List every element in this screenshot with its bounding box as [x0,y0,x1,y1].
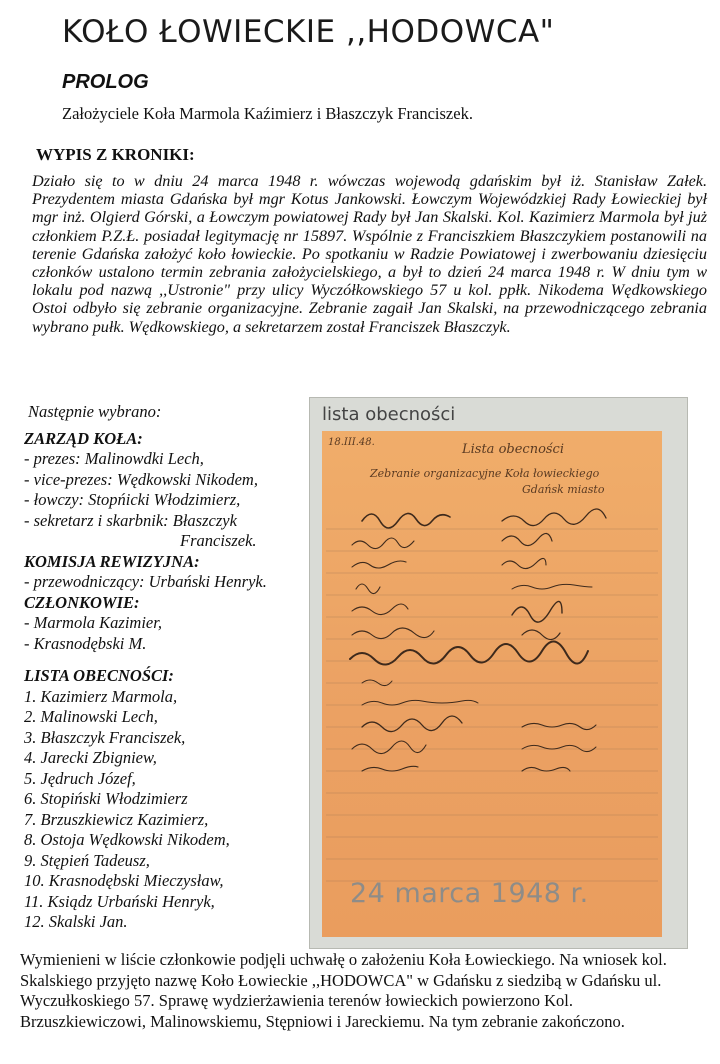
handwritten-city: Gdańsk miasto [522,483,605,496]
board-item: - vice-prezes: Wędkowski Nikodem, [24,469,258,489]
attendance-item: 4. Jarecki Zbigniew, [24,748,157,767]
board-heading: ZARZĄD KOŁA: [24,428,143,448]
prolog-heading: PROLOG [62,71,149,93]
attendance-item: 2. Malinowski Lech, [24,707,158,726]
attendance-item: 6. Stopiński Włodzimierz [24,789,188,808]
attendance-item: 5. Jędruch Józef, [24,768,136,788]
chronicle-text: Działo się to w dniu 24 marca 1948 r. wówczas wojewodą gdańskim był iż. Stanisław Załek. Prezydentem miasta Gdańska był mgr Kotus Jankowski. Łowczym Wojewódzkiej Rady Łowieckiej był mgr inż. Olgierd Górski, a Łowczym powiatowej Rady był Jan Skalski. Kol. Kazimierz Marmola był już członkiem P.Z.Ł. posiadał legitymację nr 15897. Wspólnie z Franciszkiem Błaszczykiem postanowili na terenie Gdańska założyć koło łowieckie. Po spotkaniu w Radzie Powiatowej i zwerbowaniu dziesięciu członków ustalono termin zebrania założycielskiego, a był to dzień 24 marca 1948 r. W dniu tym w lokalu pod nazwą ,,Ustronie" przy ulicy Wyczółkowskiego 57 u kol. ppłk. Nikodema Wędkowskiego Ostoi odbyło się zebranie organizacyjne. Zebranie zagaił Jan Skalski, na przewodniczącego zebrania wybrano pułk. Wędkowskiego, a sekretarzem został Franciszek Błaszczyk. [32,172,707,336]
members-heading: CZŁONKOWIE: [24,592,140,612]
attendance-heading: LISTA OBECNOŚCI: [24,666,174,685]
handwritten-document [322,431,662,937]
page-title: KOŁO ŁOWIECKIE ,,HODOWCA" [62,14,555,50]
attendance-item: 3. Błaszczyk Franciszek, [24,727,186,747]
photo-caption: lista obecności [322,404,456,425]
prolog-text: Założyciele Koła Marmola Kaźimierz i Błaszczyk Franciszek. [62,104,473,123]
attendance-photo [309,397,688,949]
member-item: - Marmola Kazimier, [24,613,162,632]
audit-list [24,572,314,593]
board-item: - sekretarz i skarbnik: Błaszczyk [24,510,237,530]
board-item-continuation: Franciszek. [180,531,257,550]
handwriting-drawing [322,431,662,937]
closing-paragraph: Wymienieni w liście członkowie podjęli uchwałę o założeniu Koła Łowieckiego. Na wniosek kol. Skalskiego przyjęto nazwę Koło Łowieckie ,,HODOWCA" w Gdańsku z siedzibą w Gdańsku ul. Wyczułkoskiego 57. Sprawę wydzierżawienia terenów łowieckich powierzono Kol. Brzuszkiewiczowi, Malinowskiemu, Stępniowi i Jareckiemu. Na tym zebranie zakończono. [20,950,667,1031]
attendance-item: 12. Skalski Jan. [24,912,128,931]
audit-heading: KOMISJA REWIZYJNA: [24,551,200,571]
handwritten-subtitle: Zebranie organizacyjne Koła łowieckiego [370,467,600,480]
audit-item: - przewodniczący: Urbański Henryk. [24,572,267,591]
attendance-item: 10. Krasnodębski Mieczysław, [24,871,224,890]
attendance-item: 9. Stępień Tadeusz, [24,850,150,870]
attendance-item: 1. Kazimierz Marmola, [24,686,178,706]
attendance-item: 11. Ksiądz Urbański Henryk, [24,891,215,911]
next-chosen-text: Następnie wybrano: [28,402,162,421]
attendance-item: 8. Ostoja Wędkowski Nikodem, [24,830,230,849]
members-list [24,613,314,654]
chronicle-heading: WYPIS Z KRONIKI: [36,145,195,164]
board-item: - łowczy: Stopńicki Włodzimierz, [24,490,241,509]
attendance-item: 7. Brzuszkiewicz Kazimierz, [24,809,209,829]
board-list [24,449,314,552]
board-item: - prezes: Malinowdki Lech, [24,449,204,468]
left-column [24,402,314,933]
handwritten-title: Lista obecności [462,442,565,457]
photo-date-overlay: 24 marca 1948 r. [350,878,589,909]
member-item: - Krasnodębski M. [24,633,147,653]
attendance-list [24,687,314,933]
handwritten-date: 18.III.48. [328,437,375,448]
